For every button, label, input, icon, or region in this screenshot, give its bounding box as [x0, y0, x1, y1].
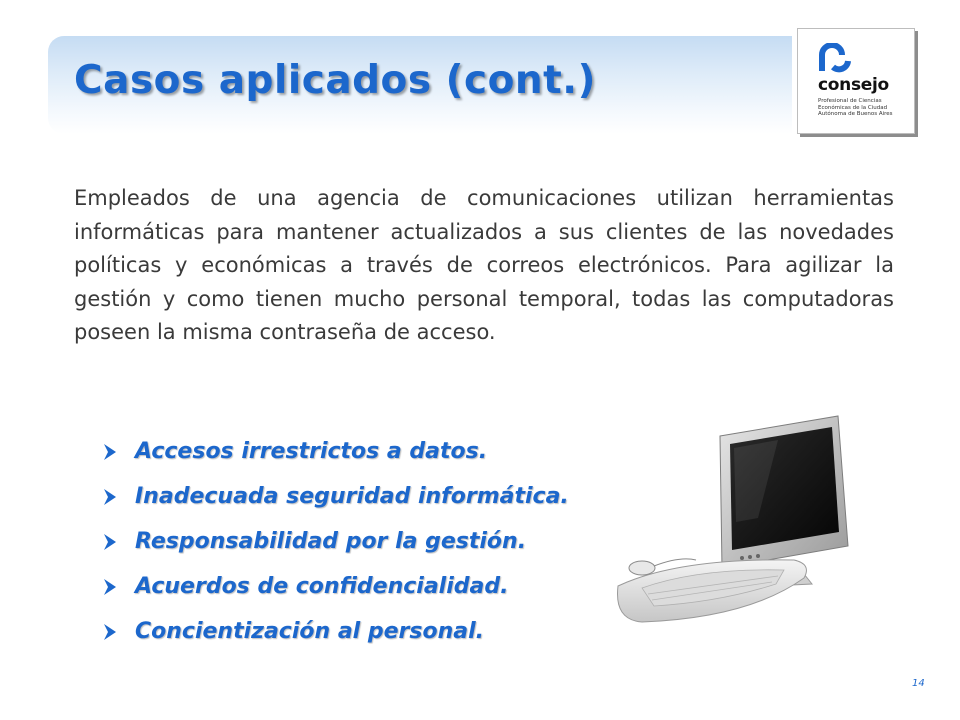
desktop-computer-icon: [608, 408, 854, 630]
arrow-bullet-icon: [103, 443, 117, 461]
list-item: [103, 564, 569, 609]
page-number: 14: [912, 678, 925, 689]
bullet-text: Responsabilidad por la gestión.: [135, 529, 527, 554]
arrow-bullet-icon: [103, 533, 117, 551]
arrow-bullet-icon: [103, 578, 117, 596]
list-item: [103, 474, 569, 519]
case-description: Empleados de una agencia de comunicaciones utilizan herramientas informáticas para mantener actualizados a sus clientes de las novedades políticas y económicas a través de correos electrónicos. Para agilizar la gestión y como tienen mucho personal temporal, todas las computadoras poseen la misma contraseña de acceso.: [74, 186, 894, 344]
logo-subtitle: Profesional de Ciencias Económicas de la Ciudad Autónoma de Buenos Aires: [818, 98, 893, 117]
bullet-text: Inadecuada seguridad informática.: [135, 484, 569, 509]
consejo-logo: [797, 28, 915, 134]
logo-word: consejo: [818, 75, 889, 95]
list-item: [103, 519, 569, 564]
arrow-bullet-icon: [103, 488, 117, 506]
bullet-text: Concientización al personal.: [135, 619, 484, 644]
list-item: [103, 429, 569, 474]
consejo-logo-icon: [818, 43, 852, 75]
bullet-text: Acuerdos de confidencialidad.: [135, 574, 509, 599]
slide-title: Casos aplicados (cont.): [74, 58, 596, 103]
bullet-list: [103, 429, 569, 654]
arrow-bullet-icon: [103, 623, 117, 641]
bullet-text: Accesos irrestrictos a datos.: [135, 439, 488, 464]
list-item: [103, 609, 569, 654]
